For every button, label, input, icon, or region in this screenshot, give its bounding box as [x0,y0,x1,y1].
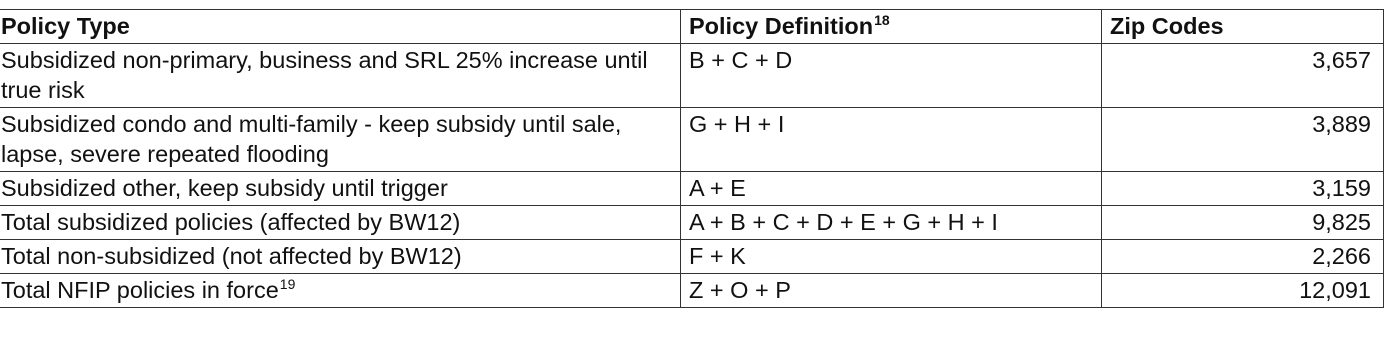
cell-policy-definition: Z + O + P [681,274,1102,308]
cell-policy-type [0,274,681,308]
cell-policy-type [0,108,681,172]
cell-policy-definition: F + K [681,240,1102,274]
table-row [0,172,1384,206]
table-row [0,44,1384,108]
cell-policy-type [0,206,681,240]
cell-zip-codes: 3,889 [1102,108,1384,172]
policy-type-text: Subsidized other, keep subsidy until trigger [1,175,448,201]
header-policy-type [0,10,681,44]
cell-policy-definition: A + B + C + D + E + G + H + I [681,206,1102,240]
cell-policy-type [0,44,681,108]
header-zip-codes-label: Zip Codes [1110,13,1224,39]
cell-zip-codes: 9,825 [1102,206,1384,240]
header-policy-type-label: Policy Type [1,13,130,39]
table-header-row [0,10,1384,44]
table-row [0,108,1384,172]
cell-zip-codes: 2,266 [1102,240,1384,274]
cell-zip-codes: 12,091 [1102,274,1384,308]
policy-type-text: Total subsidized policies (affected by BW12) [1,209,461,235]
policy-type-text: Total non-subsidized (not affected by BW12) [1,243,462,269]
cell-policy-definition: A + E [681,172,1102,206]
header-zip-codes [1102,10,1384,44]
table-row [0,240,1384,274]
cell-zip-codes: 3,159 [1102,172,1384,206]
table-row [0,274,1384,308]
header-policy-definition-label: Policy Definition [689,13,874,39]
cell-policy-definition: G + H + I [681,108,1102,172]
cell-zip-codes: 3,657 [1102,44,1384,108]
policy-table [0,9,1384,308]
cell-policy-definition: B + C + D [681,44,1102,108]
policy-type-text: Subsidized condo and multi-family - keep subsidy until sale, lapse, severe repeated flooding [1,111,622,167]
footnote-ref: 19 [279,276,296,292]
header-policy-definition [681,10,1102,44]
policy-type-text: Subsidized non-primary, business and SRL 25% increase until true risk [1,47,648,103]
cell-policy-type [0,240,681,274]
footnote-ref: 18 [874,12,890,28]
cell-policy-type [0,172,681,206]
policy-type-text: Total NFIP policies in force [1,277,279,303]
table-row [0,206,1384,240]
